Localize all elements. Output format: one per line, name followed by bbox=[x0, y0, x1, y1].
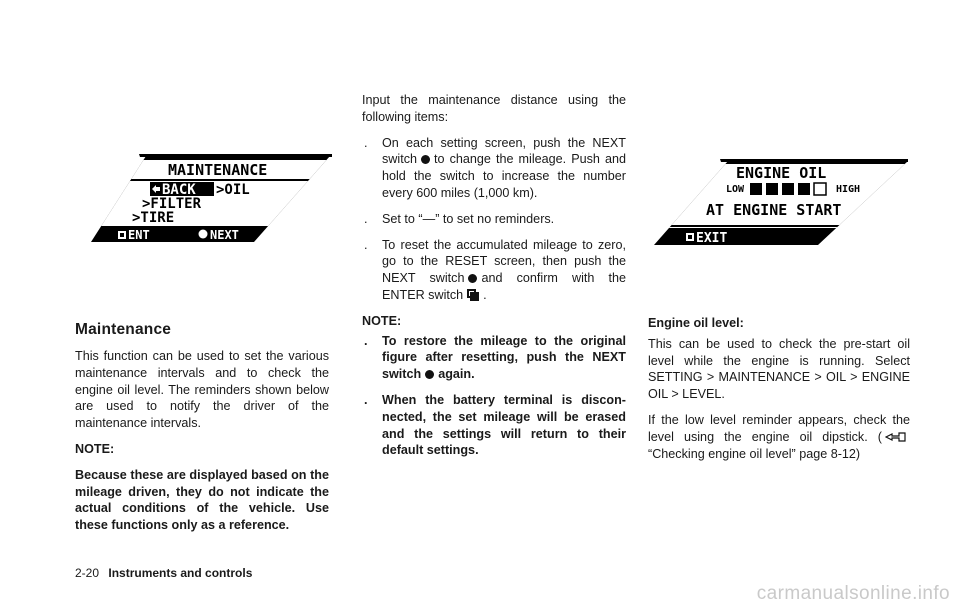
oil-level-segment-filled bbox=[766, 183, 778, 195]
oil-level-segment-filled bbox=[750, 183, 762, 195]
oil-level-segment-filled bbox=[798, 183, 810, 195]
next-switch-icon bbox=[199, 230, 208, 239]
note-label: NOTE: bbox=[75, 441, 115, 456]
section-name: Instruments and controls bbox=[108, 566, 253, 580]
bullet-marker: . bbox=[364, 211, 368, 226]
oil-status-text: AT ENGINE START bbox=[706, 201, 842, 219]
low-label: LOW bbox=[726, 184, 745, 195]
watermark: carmanualsonline.info bbox=[756, 583, 950, 604]
next-switch-icon bbox=[425, 370, 434, 379]
maintenance-title: MAINTENANCE bbox=[168, 161, 268, 179]
bullet-marker: . bbox=[364, 333, 368, 348]
bullet-marker: . bbox=[364, 237, 368, 252]
note-list bbox=[362, 333, 626, 460]
page-number: 2-20 bbox=[75, 566, 100, 580]
instruction-list bbox=[362, 135, 626, 304]
oil-level-indicator bbox=[750, 183, 826, 195]
input-intro: Input the maintenance distance using the following items: bbox=[362, 93, 626, 124]
list-item: . To reset the accumulated mileage to zero, go to the RESET screen, then push the NEXT switch and confirm with the ENTER switch . bbox=[364, 237, 626, 302]
column-input-instructions bbox=[362, 92, 626, 468]
enter-switch-icon bbox=[467, 289, 479, 301]
engine-oil-subheading: Engine oil level: bbox=[648, 316, 744, 330]
note-label: NOTE: bbox=[362, 313, 402, 328]
cross-reference-link[interactable]: “Checking engine oil level” page 8-12) bbox=[648, 446, 861, 461]
intro-paragraph: This function can be used to set the various maintenance intervals and to check the engine oil level. The reminders shown below are used to notify the driver of the maintenance intervals. bbox=[75, 349, 329, 431]
engine-oil-paragraph: This can be used to check the pre-start oil level while the engine is running. Select SETTING > MAINTENANCE > OIL > ENGINE OIL > LEVEL. bbox=[648, 336, 910, 402]
oil-level-segment-empty bbox=[814, 183, 826, 195]
high-label: HIGH bbox=[836, 184, 861, 195]
next-switch-icon bbox=[421, 155, 430, 164]
maintenance-display-graphic bbox=[88, 152, 336, 250]
tire-menu-item: >TIRE bbox=[132, 210, 175, 226]
oil-level-segment-filled bbox=[782, 183, 794, 195]
list-item: . To restore the mileage to the original figure after resetting, push the NEXT switch again. bbox=[364, 333, 626, 382]
page-footer bbox=[75, 566, 252, 580]
reference-pointer-icon bbox=[885, 431, 907, 443]
next-label: NEXT bbox=[210, 228, 239, 242]
exit-label: EXIT bbox=[696, 231, 728, 246]
list-item: . Set to “—” to set no reminders. bbox=[364, 211, 555, 226]
section-heading: Maintenance bbox=[75, 321, 172, 338]
engine-oil-display-graphic bbox=[650, 157, 910, 253]
column-maintenance bbox=[75, 320, 329, 534]
next-switch-icon bbox=[468, 274, 477, 283]
engine-oil-title: ENGINE OIL bbox=[736, 164, 827, 182]
list-item: . On each setting screen, push the NEXT switch to change the mileage. Push and hold the switch to increase the number every 600 miles (1,000 km). bbox=[364, 135, 626, 200]
list-item: . When the battery terminal is discon-nected, the set mileage will be erased and the settings will return to their default settings. bbox=[364, 392, 626, 458]
oil-menu-item: >OIL bbox=[216, 182, 250, 198]
column-engine-oil-level bbox=[648, 315, 910, 471]
bullet-marker: . bbox=[364, 392, 368, 407]
note-text: Because these are displayed based on the mileage driven, they do not indicate the actual conditions of the vehicle. Use these functions only as a reference. bbox=[75, 467, 329, 533]
ent-label: ENT bbox=[128, 228, 150, 242]
filter-menu-item: >FILTER bbox=[142, 196, 202, 212]
bullet-marker: . bbox=[364, 135, 368, 150]
dipstick-paragraph: If the low level reminder appears, check the level using the engine oil dipstick. (“Checking engine oil level” page 8-12) bbox=[648, 412, 910, 461]
back-label: BACK bbox=[162, 182, 196, 198]
